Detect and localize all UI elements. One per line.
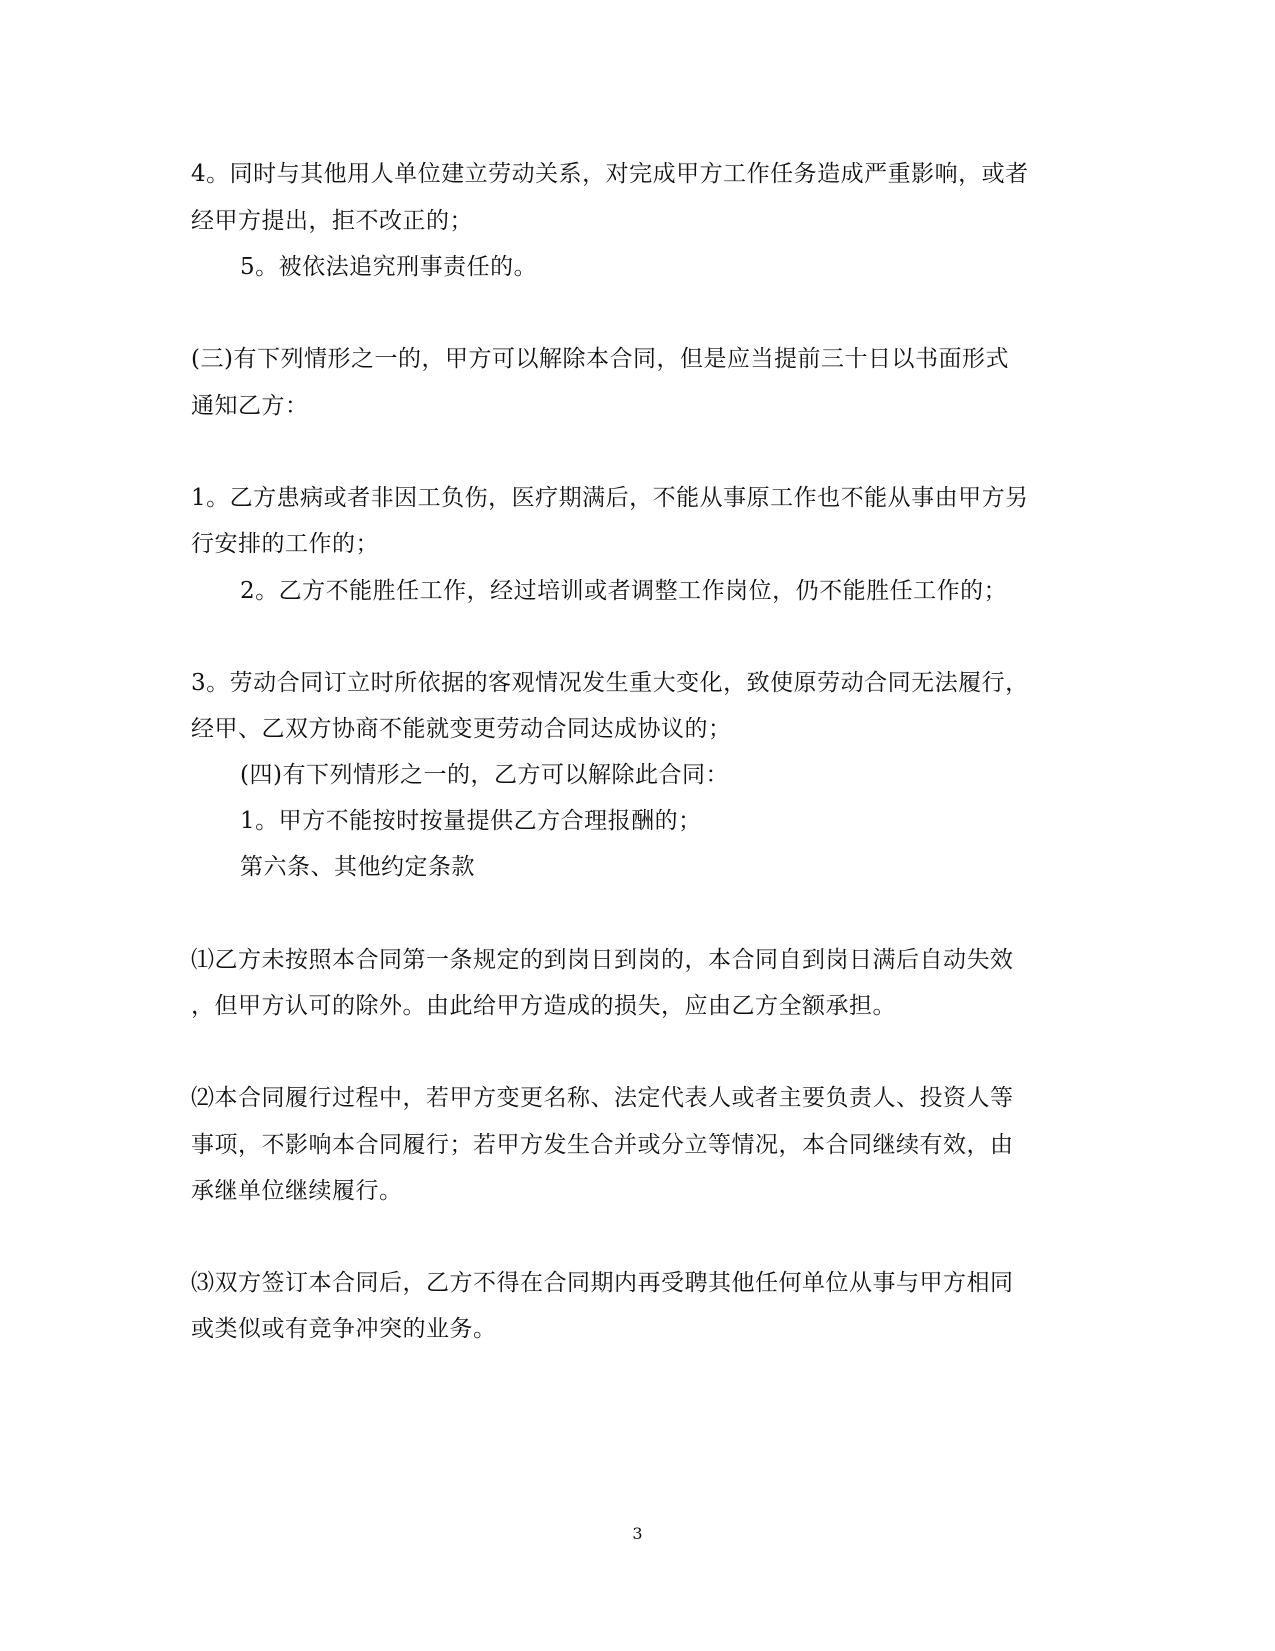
text-line: 事项，不影响本合同履行；若甲方发生合并或分立等情况，本合同继续有效，由 <box>191 1132 1014 1158</box>
text-line: 1。甲方不能按时按量提供乙方合理报酬的； <box>240 808 702 834</box>
text-line: (四)有下列情形之一的，乙方可以解除此合同： <box>240 762 729 788</box>
text-line: 1。乙方患病或者非因工负伤，医疗期满后，不能从事原工作也不能从事由甲方另 <box>191 485 1029 511</box>
text-line: ⑵本合同履行过程中，若甲方变更名称、法定代表人或者主要负责人、投资人等 <box>191 1085 1014 1111</box>
section-heading: 第六条、其他约定条款 <box>240 854 475 880</box>
text-line: 行安排的工作的； <box>191 531 379 557</box>
text-line: 4。同时与其他用人单位建立劳动关系，对完成甲方工作任务造成严重影响，或者 <box>191 161 1029 187</box>
text-line: ⑴乙方未按照本合同第一条规定的到岗日到岗的，本合同自到岗日满后自动失效 <box>191 947 1014 973</box>
text-line: 承继单位继续履行。 <box>191 1178 403 1204</box>
text-line: (三)有下列情形之一的，甲方可以解除本合同，但是应当提前三十日以书面形式 <box>191 346 1009 372</box>
text-line: 或类似或有竞争冲突的业务。 <box>191 1316 497 1342</box>
text-line: 5。被依法追究刑事责任的。 <box>240 254 538 280</box>
text-line: ⑶双方签订本合同后，乙方不得在合同期内再受聘其他任何单位从事与甲方相同 <box>191 1270 1014 1296</box>
text-line: 经甲、乙双方协商不能就变更劳动合同达成协议的； <box>191 716 732 742</box>
text-line: 经甲方提出，拒不改正的； <box>191 208 473 234</box>
text-line: 通知乙方： <box>191 393 309 419</box>
text-line: 3。劳动合同订立时所依据的客观情况发生重大变化，致使原劳动合同无法履行， <box>191 670 1029 696</box>
text-line: ，但甲方认可的除外。由此给甲方造成的损失，应由乙方全额承担。 <box>191 993 896 1019</box>
text-line: 2。乙方不能胜任工作，经过培训或者调整工作岗位，仍不能胜任工作的； <box>240 578 1008 604</box>
page-number: 3 <box>632 1524 643 1543</box>
